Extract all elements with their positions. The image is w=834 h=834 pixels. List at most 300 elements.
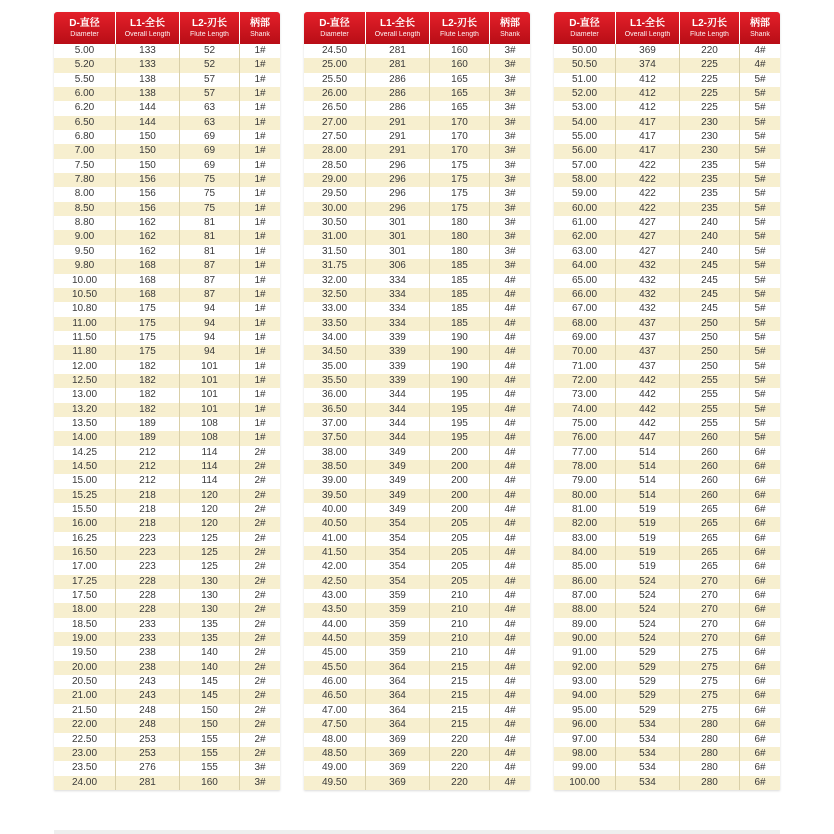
table-row (554, 589, 780, 603)
diameter-cell: 47.00 (304, 704, 366, 718)
diameter-cell: 42.00 (304, 560, 366, 574)
table-row (54, 417, 280, 431)
table-row (304, 87, 530, 101)
table-row (54, 388, 280, 402)
overall-length-cell: 412 (616, 73, 680, 87)
diameter-cell: 23.00 (54, 747, 116, 761)
diameter-cell: 11.50 (54, 331, 116, 345)
table-row (304, 417, 530, 431)
diameter-cell: 10.00 (54, 274, 116, 288)
diameter-cell: 72.00 (554, 374, 616, 388)
flute-length-cell: 125 (180, 560, 240, 574)
flute-length-cell: 130 (180, 575, 240, 589)
table-row (54, 317, 280, 331)
table-row (554, 618, 780, 632)
table-row (304, 202, 530, 216)
diameter-cell: 17.50 (54, 589, 116, 603)
table-row (54, 130, 280, 144)
table-row (304, 187, 530, 201)
table-row (54, 202, 280, 216)
diameter-cell: 30.50 (304, 216, 366, 230)
shank-cell: 6# (754, 575, 766, 587)
shank-cell: 1# (254, 202, 266, 214)
shank-cell: 1# (254, 288, 266, 300)
diameter-cell: 62.00 (554, 230, 616, 244)
shank-cell: 4# (504, 417, 516, 429)
overall-length-cell: 175 (116, 317, 180, 331)
overall-length-cell: 524 (616, 589, 680, 603)
table-row (54, 288, 280, 302)
diameter-cell: 24.50 (304, 44, 366, 58)
overall-length-cell: 359 (366, 632, 430, 646)
flute-length-cell: 185 (430, 317, 490, 331)
overall-length-cell: 437 (616, 360, 680, 374)
flute-length-cell: 135 (180, 632, 240, 646)
diameter-cell: 11.00 (54, 317, 116, 331)
flute-length-cell: 280 (680, 733, 740, 747)
flute-length-cell: 87 (180, 288, 240, 302)
flute-length-cell: 75 (180, 187, 240, 201)
overall-length-cell: 442 (616, 403, 680, 417)
header-overall-length: L1-全长 Overall Length (366, 12, 430, 44)
shank-cell: 2# (254, 504, 266, 515)
flute-length-cell: 200 (430, 474, 490, 488)
overall-length-cell: 248 (116, 704, 180, 718)
diameter-cell: 38.50 (304, 460, 366, 474)
flute-length-cell: 265 (680, 517, 740, 531)
flute-length-cell: 225 (680, 73, 740, 87)
overall-length-cell: 243 (116, 689, 180, 703)
shank-cell: 1# (254, 45, 266, 56)
shank-cell: 4# (504, 561, 516, 573)
diameter-cell: 100.00 (554, 776, 616, 790)
table-row (304, 130, 530, 144)
flute-length-cell: 275 (680, 704, 740, 718)
overall-length-cell: 296 (366, 187, 430, 201)
table-row (304, 317, 530, 331)
overall-length-cell: 228 (116, 589, 180, 603)
shank-cell: 2# (254, 547, 266, 559)
overall-length-cell: 417 (616, 116, 680, 130)
shank-cell: 2# (254, 747, 266, 759)
shank-cell: 2# (254, 532, 266, 544)
shank-cell: 2# (254, 704, 266, 716)
overall-length-cell: 182 (116, 374, 180, 388)
shank-cell: 3# (504, 131, 516, 143)
diameter-cell: 78.00 (554, 460, 616, 474)
flute-length-cell: 69 (180, 144, 240, 158)
shank-cell: 6# (754, 633, 766, 645)
diameter-cell: 54.00 (554, 116, 616, 130)
table-row (304, 560, 530, 574)
flute-length-cell: 255 (680, 374, 740, 388)
overall-length-cell: 432 (616, 288, 680, 302)
diameter-cell: 15.50 (54, 503, 116, 517)
flute-length-cell: 175 (430, 202, 490, 216)
shank-cell: 4# (504, 317, 516, 329)
overall-length-cell: 253 (116, 747, 180, 761)
overall-length-cell: 223 (116, 532, 180, 546)
flute-length-cell: 200 (430, 503, 490, 517)
diameter-cell: 9.80 (54, 259, 116, 273)
overall-length-cell: 349 (366, 446, 430, 460)
diameter-cell: 50.00 (554, 44, 616, 58)
flute-length-cell: 175 (430, 173, 490, 187)
table-row (554, 417, 780, 431)
overall-length-cell: 182 (116, 360, 180, 374)
table-row (554, 603, 780, 617)
flute-length-cell: 270 (680, 589, 740, 603)
flute-length-cell: 215 (430, 689, 490, 703)
table-row (54, 575, 280, 589)
table-row (554, 646, 780, 660)
table-row (554, 747, 780, 761)
shank-cell: 3# (504, 202, 516, 214)
diameter-cell: 30.00 (304, 202, 366, 216)
diameter-cell: 74.00 (554, 403, 616, 417)
table-row (554, 675, 780, 689)
header-flute-length: L2-刃长 Flute Length (680, 12, 740, 44)
table-row (304, 661, 530, 675)
table-row (304, 288, 530, 302)
flute-length-cell: 190 (430, 360, 490, 374)
overall-length-cell: 286 (366, 87, 430, 101)
shank-cell: 1# (254, 331, 266, 343)
flute-length-cell: 170 (430, 130, 490, 144)
table-row (54, 87, 280, 101)
table-row (304, 73, 530, 87)
flute-length-cell: 265 (680, 546, 740, 560)
overall-length-cell: 437 (616, 331, 680, 345)
flute-length-cell: 101 (180, 374, 240, 388)
diameter-cell: 81.00 (554, 503, 616, 517)
overall-length-cell: 291 (366, 130, 430, 144)
flute-length-cell: 270 (680, 575, 740, 589)
flute-length-cell: 130 (180, 603, 240, 617)
table-row (554, 73, 780, 87)
diameter-cell: 42.50 (304, 575, 366, 589)
shank-cell: 6# (754, 475, 766, 487)
shank-cell: 4# (504, 661, 516, 673)
overall-length-cell: 243 (116, 675, 180, 689)
diameter-cell: 20.50 (54, 675, 116, 689)
shank-cell: 1# (254, 59, 266, 71)
flute-length-cell: 170 (430, 144, 490, 158)
flute-length-cell: 155 (180, 761, 240, 775)
diameter-cell: 22.50 (54, 733, 116, 747)
shank-cell: 4# (504, 360, 516, 372)
diameter-cell: 6.50 (54, 116, 116, 130)
table-row (554, 44, 780, 58)
diameter-cell: 17.00 (54, 560, 116, 574)
shank-cell: 5# (754, 245, 766, 257)
diameter-cell: 22.00 (54, 718, 116, 732)
overall-length-cell: 427 (616, 216, 680, 230)
diameter-cell: 83.00 (554, 532, 616, 546)
diameter-cell: 23.50 (54, 761, 116, 775)
overall-length-cell: 519 (616, 560, 680, 574)
table-row (304, 618, 530, 632)
flute-length-cell: 215 (430, 675, 490, 689)
diameter-cell: 16.00 (54, 517, 116, 531)
table-row (54, 374, 280, 388)
diameter-cell: 15.00 (54, 474, 116, 488)
table-row (54, 431, 280, 445)
diameter-cell: 89.00 (554, 618, 616, 632)
overall-length-cell: 369 (366, 761, 430, 775)
table-row (554, 245, 780, 259)
table-row (554, 460, 780, 474)
diameter-cell: 26.00 (304, 87, 366, 101)
diameter-cell: 21.00 (54, 689, 116, 703)
table-row (304, 517, 530, 531)
table-row (54, 360, 280, 374)
flute-length-cell: 220 (430, 747, 490, 761)
shank-cell: 4# (504, 618, 516, 630)
overall-length-cell: 291 (366, 116, 430, 130)
diameter-cell: 48.00 (304, 733, 366, 747)
overall-length-cell: 369 (616, 44, 680, 58)
shank-cell: 2# (254, 661, 266, 673)
diameter-cell: 75.00 (554, 417, 616, 431)
overall-length-cell: 253 (116, 733, 180, 747)
header-shank: 柄部 Shank (250, 17, 270, 38)
overall-length-cell: 296 (366, 202, 430, 216)
diameter-cell: 44.50 (304, 632, 366, 646)
overall-length-cell: 534 (616, 747, 680, 761)
table-row (54, 517, 280, 531)
table-row (304, 274, 530, 288)
spec-table-2 (304, 12, 530, 790)
diameter-cell: 66.00 (554, 288, 616, 302)
flute-length-cell: 205 (430, 546, 490, 560)
overall-length-cell: 175 (116, 302, 180, 316)
overall-length-cell: 281 (116, 776, 180, 790)
shank-cell: 1# (254, 346, 266, 358)
diameter-cell: 6.80 (54, 130, 116, 144)
header-diameter: D-直径 Diameter (54, 12, 116, 44)
table-row (554, 130, 780, 144)
shank-cell: 5# (754, 389, 766, 401)
shank-cell: 3# (504, 260, 516, 272)
overall-length-cell: 442 (616, 417, 680, 431)
overall-length-cell: 296 (366, 173, 430, 187)
flute-length-cell: 81 (180, 216, 240, 230)
shank-cell: 4# (504, 575, 516, 587)
overall-length-cell: 175 (116, 331, 180, 345)
overall-length-cell: 349 (366, 474, 430, 488)
diameter-cell: 37.50 (304, 431, 366, 445)
flute-length-cell: 275 (680, 675, 740, 689)
overall-length-cell: 524 (616, 618, 680, 632)
shank-cell: 1# (254, 174, 266, 186)
flute-length-cell: 160 (430, 58, 490, 72)
shank-cell: 6# (754, 518, 766, 530)
table-row (304, 101, 530, 115)
flute-length-cell: 120 (180, 503, 240, 517)
diameter-cell: 18.50 (54, 618, 116, 632)
shank-cell: 5# (754, 116, 766, 128)
overall-length-cell: 369 (366, 747, 430, 761)
diameter-cell: 84.00 (554, 546, 616, 560)
diameter-cell: 40.00 (304, 503, 366, 517)
flute-length-cell: 265 (680, 503, 740, 517)
diameter-cell: 19.00 (54, 632, 116, 646)
flute-length-cell: 260 (680, 474, 740, 488)
shank-cell: 6# (754, 704, 766, 716)
table-row (304, 159, 530, 173)
overall-length-cell: 374 (616, 58, 680, 72)
diameter-cell: 5.00 (54, 44, 116, 58)
flute-length-cell: 108 (180, 417, 240, 431)
table-row (554, 403, 780, 417)
overall-length-cell: 150 (116, 159, 180, 173)
shank-cell: 4# (504, 604, 516, 616)
flute-length-cell: 114 (180, 446, 240, 460)
overall-length-cell: 233 (116, 618, 180, 632)
shank-cell: 2# (254, 719, 266, 731)
flute-length-cell: 195 (430, 388, 490, 402)
flute-length-cell: 140 (180, 646, 240, 660)
overall-length-cell: 354 (366, 546, 430, 560)
shank-cell: 5# (754, 159, 766, 171)
shank-cell: 1# (254, 245, 266, 257)
shank-cell: 6# (754, 733, 766, 745)
overall-length-cell: 422 (616, 159, 680, 173)
diameter-cell: 91.00 (554, 646, 616, 660)
diameter-cell: 50.50 (554, 58, 616, 72)
shank-cell: 5# (754, 231, 766, 243)
overall-length-cell: 364 (366, 661, 430, 675)
flute-length-cell: 245 (680, 274, 740, 288)
diameter-cell: 38.00 (304, 446, 366, 460)
shank-cell: 4# (754, 59, 766, 71)
overall-length-cell: 364 (366, 689, 430, 703)
table-row (554, 446, 780, 460)
diameter-cell: 46.00 (304, 675, 366, 689)
table-row (554, 173, 780, 187)
diameter-cell: 32.00 (304, 274, 366, 288)
table-header (54, 12, 280, 44)
shank-cell: 4# (504, 590, 516, 602)
diameter-cell: 43.00 (304, 589, 366, 603)
shank-cell: 4# (504, 460, 516, 472)
flute-length-cell: 210 (430, 632, 490, 646)
overall-length-cell: 359 (366, 618, 430, 632)
table-row (304, 345, 530, 359)
shank-cell: 4# (504, 719, 516, 731)
table-row (304, 646, 530, 660)
overall-length-cell: 369 (366, 776, 430, 790)
shank-cell: 6# (754, 661, 766, 673)
table-row (54, 73, 280, 87)
flute-length-cell: 270 (680, 618, 740, 632)
table-row (554, 632, 780, 646)
shank-cell: 5# (754, 217, 766, 229)
shank-cell: 5# (754, 188, 766, 200)
shank-cell: 3# (504, 116, 516, 128)
overall-length-cell: 233 (116, 632, 180, 646)
table-row (54, 44, 280, 58)
table-row (554, 259, 780, 273)
shank-cell: 6# (754, 762, 766, 774)
diameter-cell: 90.00 (554, 632, 616, 646)
table-row (554, 216, 780, 230)
diameter-cell: 31.75 (304, 259, 366, 273)
diameter-cell: 11.80 (54, 345, 116, 359)
shank-cell: 6# (754, 460, 766, 472)
flute-length-cell: 81 (180, 230, 240, 244)
overall-length-cell: 182 (116, 388, 180, 402)
flute-length-cell: 250 (680, 331, 740, 345)
overall-length-cell: 412 (616, 101, 680, 115)
shank-cell: 1# (254, 88, 266, 100)
table-row (54, 618, 280, 632)
shank-cell: 4# (504, 747, 516, 759)
shank-cell: 2# (254, 690, 266, 702)
shank-cell: 3# (504, 73, 516, 85)
diameter-cell: 5.20 (54, 58, 116, 72)
table-row (304, 460, 530, 474)
shank-cell: 6# (754, 719, 766, 731)
diameter-cell: 9.00 (54, 230, 116, 244)
shank-cell: 4# (504, 762, 516, 774)
diameter-cell: 73.00 (554, 388, 616, 402)
overall-length-cell: 189 (116, 431, 180, 445)
diameter-cell: 35.00 (304, 360, 366, 374)
overall-length-cell: 534 (616, 718, 680, 732)
diameter-cell: 12.50 (54, 374, 116, 388)
header-flute-length: L2-刃长 Flute Length (180, 12, 240, 44)
flute-length-cell: 230 (680, 144, 740, 158)
shank-cell: 1# (254, 374, 266, 386)
shank-cell: 4# (504, 518, 516, 530)
overall-length-cell: 364 (366, 718, 430, 732)
diameter-cell: 10.50 (54, 288, 116, 302)
diameter-cell: 28.00 (304, 144, 366, 158)
table-row (54, 747, 280, 761)
table-row (54, 589, 280, 603)
flute-length-cell: 230 (680, 130, 740, 144)
header-shank: 柄部 Shank (750, 17, 770, 38)
table-row (304, 776, 530, 790)
table-row (304, 259, 530, 273)
shank-cell: 1# (254, 131, 266, 143)
spec-table-1 (54, 12, 280, 790)
diameter-cell: 55.00 (554, 130, 616, 144)
flute-length-cell: 260 (680, 431, 740, 445)
shank-cell: 4# (504, 647, 516, 659)
table-row (54, 603, 280, 617)
table-row (54, 460, 280, 474)
diameter-cell: 93.00 (554, 675, 616, 689)
flute-length-cell: 75 (180, 173, 240, 187)
overall-length-cell: 301 (366, 216, 430, 230)
shank-cell: 6# (754, 532, 766, 544)
shank-cell: 2# (254, 590, 266, 602)
overall-length-cell: 281 (366, 44, 430, 58)
table-row (554, 374, 780, 388)
flute-length-cell: 225 (680, 58, 740, 72)
overall-length-cell: 334 (366, 288, 430, 302)
overall-length-cell: 144 (116, 116, 180, 130)
flute-length-cell: 185 (430, 259, 490, 273)
shank-cell: 6# (754, 590, 766, 602)
flute-length-cell: 175 (430, 159, 490, 173)
flute-length-cell: 205 (430, 575, 490, 589)
overall-length-cell: 519 (616, 503, 680, 517)
overall-length-cell: 281 (366, 58, 430, 72)
